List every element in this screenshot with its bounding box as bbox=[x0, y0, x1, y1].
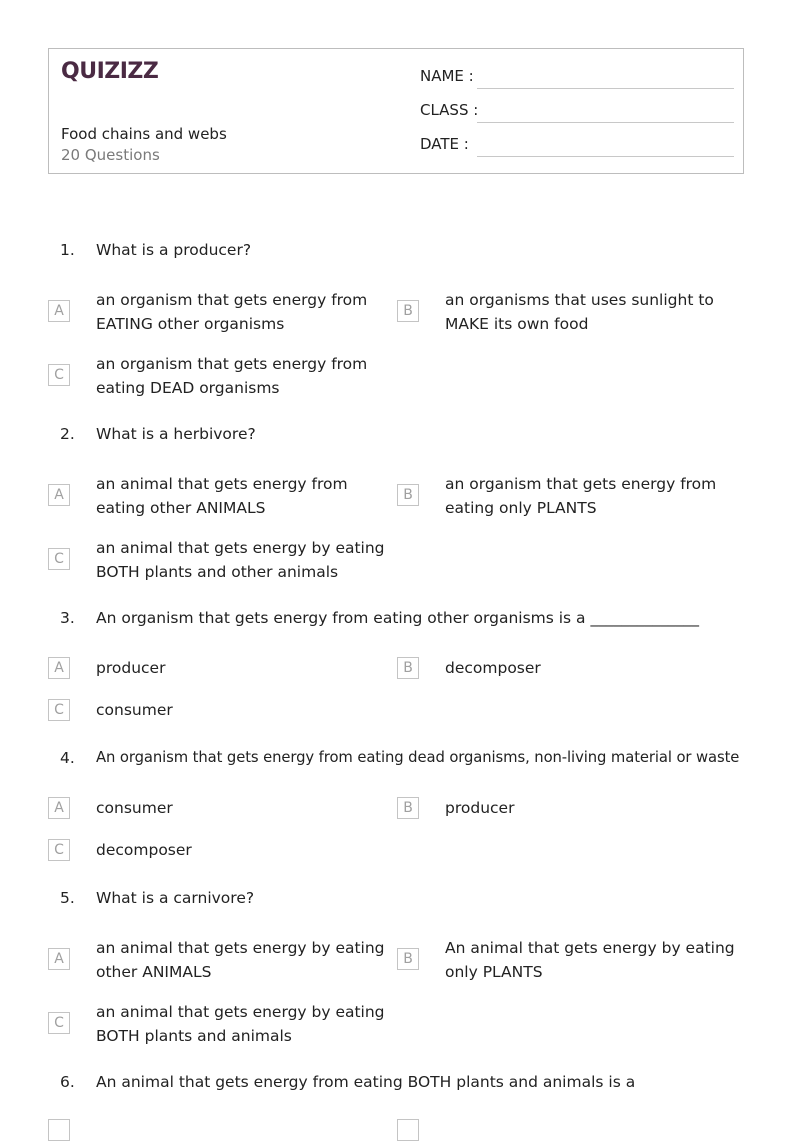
question-number: 3. bbox=[60, 609, 75, 627]
name-field[interactable] bbox=[420, 67, 734, 89]
option-text: an animal that gets energy by eating BOTH plants and animals bbox=[96, 1003, 385, 1045]
option-text: producer bbox=[96, 659, 166, 677]
option-letter-box[interactable]: B bbox=[397, 797, 419, 819]
option-letter-box[interactable]: A bbox=[48, 657, 70, 679]
question-number: 6. bbox=[60, 1073, 75, 1091]
option-text: decomposer bbox=[445, 659, 541, 677]
question-text: An animal that gets energy from eating BOTH plants and animals is a bbox=[96, 1073, 636, 1091]
option-letter-box[interactable]: B bbox=[397, 484, 419, 506]
name-line[interactable] bbox=[477, 88, 734, 89]
option-text: producer bbox=[445, 799, 515, 817]
option-text: an animal that gets energy by eating other ANIMALS bbox=[96, 939, 385, 981]
option-text: an animal that gets energy by eating BOTH plants and other animals bbox=[96, 539, 385, 581]
option-letter-box[interactable]: B bbox=[397, 300, 419, 322]
question-count: 20 Questions bbox=[61, 146, 160, 164]
option-letter-box-partial[interactable] bbox=[397, 1119, 419, 1141]
question-number: 2. bbox=[60, 425, 75, 443]
option-letter-box[interactable]: B bbox=[397, 948, 419, 970]
option-letter-box[interactable]: C bbox=[48, 364, 70, 386]
question-number: 4. bbox=[60, 749, 75, 767]
worksheet-title: Food chains and webs bbox=[61, 125, 227, 143]
option-text: an organism that gets energy from eating DEAD organisms bbox=[96, 355, 368, 397]
option-letter-box[interactable]: B bbox=[397, 657, 419, 679]
option-letter-box[interactable]: A bbox=[48, 484, 70, 506]
question-text: What is a herbivore? bbox=[96, 425, 256, 443]
option-text: consumer bbox=[96, 799, 173, 817]
option-letter-box[interactable]: C bbox=[48, 548, 70, 570]
option-letter-box[interactable]: C bbox=[48, 699, 70, 721]
question-text: An organism that gets energy from eating dead organisms, non-living material or waste bbox=[96, 749, 740, 766]
option-letter-box[interactable]: C bbox=[48, 1012, 70, 1034]
question-text: What is a producer? bbox=[96, 241, 252, 259]
name-label: NAME : bbox=[420, 67, 474, 85]
option-text: an animal that gets energy from eating other ANIMALS bbox=[96, 475, 348, 517]
option-text: An animal that gets energy by eating only PLANTS bbox=[445, 939, 735, 981]
quizizz-logo: QUIZIZZ bbox=[61, 59, 159, 84]
question-number: 1. bbox=[60, 241, 75, 259]
question-text: What is a carnivore? bbox=[96, 889, 255, 907]
option-text: an organism that gets energy from eating only PLANTS bbox=[445, 475, 717, 517]
option-text: an organism that gets energy from EATING other organisms bbox=[96, 291, 368, 333]
class-field[interactable] bbox=[420, 101, 734, 123]
option-text: consumer bbox=[96, 701, 173, 719]
class-line[interactable] bbox=[477, 122, 734, 123]
option-letter-box[interactable]: C bbox=[48, 839, 70, 861]
date-line[interactable] bbox=[477, 156, 734, 157]
option-text: an organisms that uses sunlight to MAKE its own food bbox=[445, 291, 714, 333]
option-letter-box[interactable]: A bbox=[48, 300, 70, 322]
worksheet-header bbox=[48, 48, 744, 174]
date-field[interactable] bbox=[420, 135, 734, 157]
date-label: DATE : bbox=[420, 135, 469, 153]
question-number: 5. bbox=[60, 889, 75, 907]
option-letter-box-partial[interactable] bbox=[48, 1119, 70, 1141]
question-text: An organism that gets energy from eating other organisms is a ______________ bbox=[96, 609, 699, 627]
option-letter-box[interactable]: A bbox=[48, 948, 70, 970]
class-label: CLASS : bbox=[420, 101, 479, 119]
option-text: decomposer bbox=[96, 841, 192, 859]
option-letter-box[interactable]: A bbox=[48, 797, 70, 819]
